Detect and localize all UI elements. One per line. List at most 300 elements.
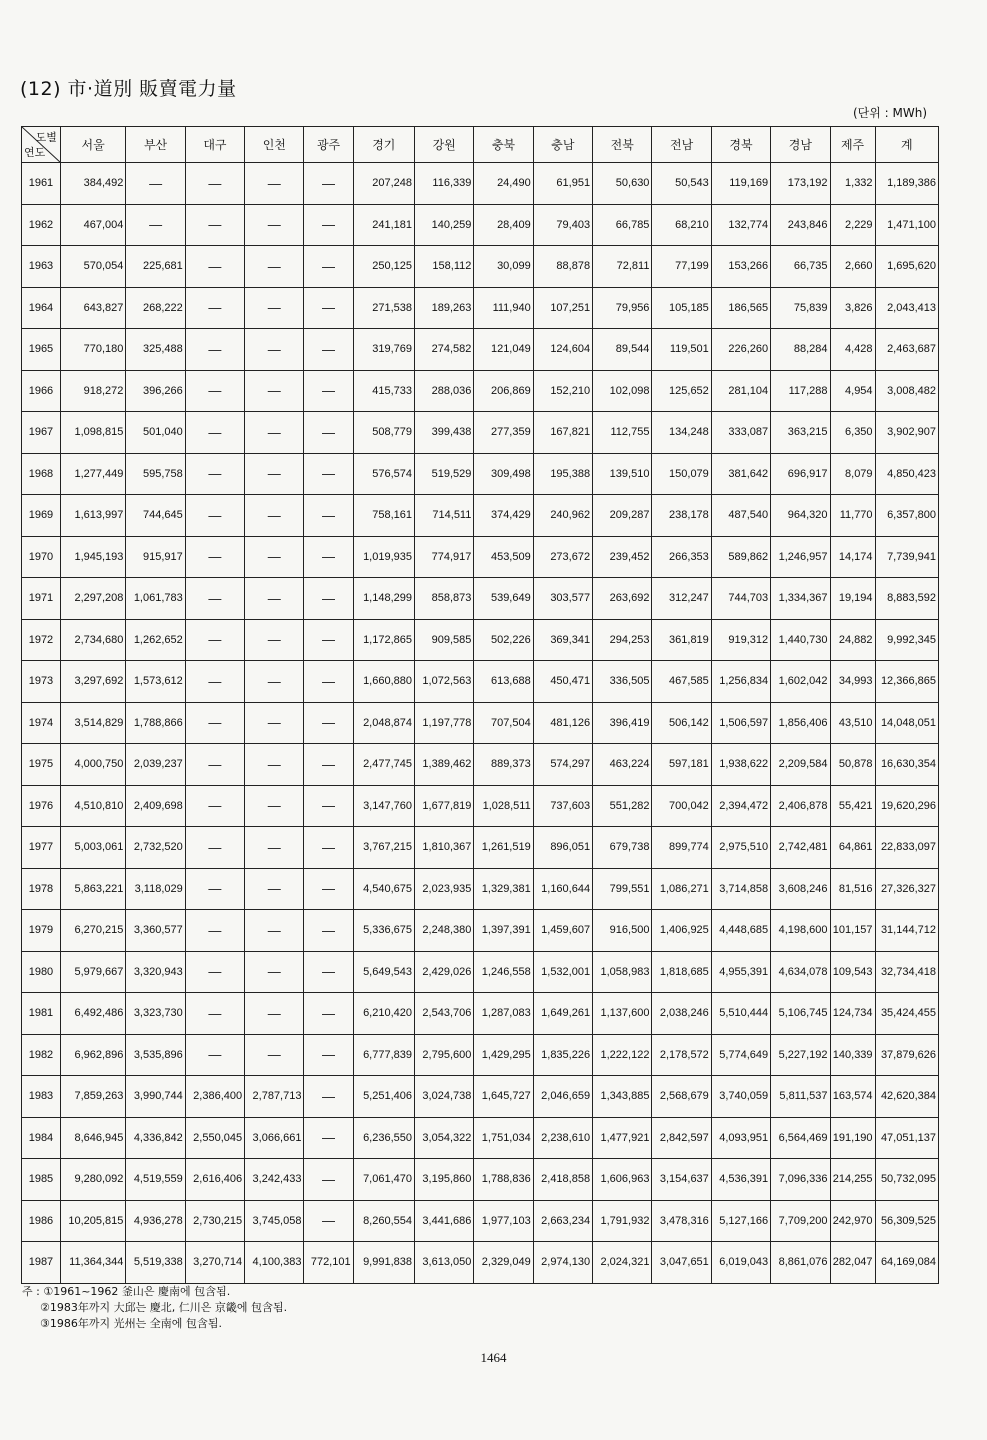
- table-cell: 68,210: [652, 204, 711, 246]
- table-cell: 209,287: [593, 495, 652, 537]
- column-header: 충남: [533, 127, 592, 163]
- power-sales-table: [21, 126, 939, 1284]
- table-cell: 24,882: [830, 619, 875, 661]
- table-cell: 374,429: [474, 495, 533, 537]
- table-cell: 2,742,481: [771, 827, 830, 869]
- table-row: [22, 1159, 939, 1201]
- table-cell: —: [185, 453, 244, 495]
- table-cell: 4,954: [830, 370, 875, 412]
- table-cell: 2,024,321: [593, 1242, 652, 1284]
- year-cell: 1978: [22, 868, 61, 910]
- table-row: [22, 1034, 939, 1076]
- table-cell: 206,869: [474, 370, 533, 412]
- table-cell: 7,859,263: [60, 1076, 126, 1118]
- table-cell: 5,336,675: [353, 910, 414, 952]
- table-cell: 2,394,472: [711, 785, 770, 827]
- table-cell: 1,645,727: [474, 1076, 533, 1118]
- table-cell: 9,992,345: [875, 619, 938, 661]
- table-cell: 2,463,687: [875, 329, 938, 371]
- column-header: 제주: [830, 127, 875, 163]
- table-cell: 225,681: [126, 246, 185, 288]
- table-cell: 1,397,391: [474, 910, 533, 952]
- table-cell: 1,197,778: [415, 702, 474, 744]
- table-cell: 14,174: [830, 536, 875, 578]
- year-cell: 1963: [22, 246, 61, 288]
- table-cell: 281,104: [711, 370, 770, 412]
- table-cell: 4,536,391: [711, 1159, 770, 1201]
- table-cell: —: [245, 661, 304, 703]
- table-cell: 1,532,001: [533, 951, 592, 993]
- table-cell: 134,248: [652, 412, 711, 454]
- table-cell: 772,101: [304, 1242, 353, 1284]
- table-cell: 1,602,042: [771, 661, 830, 703]
- table-cell: 1,573,612: [126, 661, 185, 703]
- table-cell: 72,811: [593, 246, 652, 288]
- table-cell: 3,147,760: [353, 785, 414, 827]
- table-cell: 2,023,935: [415, 868, 474, 910]
- table-cell: 502,226: [474, 619, 533, 661]
- table-cell: 79,403: [533, 204, 592, 246]
- table-cell: 8,260,554: [353, 1200, 414, 1242]
- table-cell: 1,613,997: [60, 495, 126, 537]
- table-cell: 1,343,885: [593, 1076, 652, 1118]
- table-cell: —: [304, 785, 353, 827]
- table-cell: —: [185, 661, 244, 703]
- table-cell: 3,826: [830, 287, 875, 329]
- table-cell: 758,161: [353, 495, 414, 537]
- table-cell: 263,692: [593, 578, 652, 620]
- table-cell: 1,262,652: [126, 619, 185, 661]
- table-cell: 3,714,858: [711, 868, 770, 910]
- table-cell: 574,297: [533, 744, 592, 786]
- table-cell: —: [185, 163, 244, 205]
- table-cell: 88,284: [771, 329, 830, 371]
- table-cell: —: [185, 868, 244, 910]
- table-cell: 1,440,730: [771, 619, 830, 661]
- table-row: [22, 868, 939, 910]
- table-cell: —: [185, 619, 244, 661]
- table-cell: 1,938,622: [711, 744, 770, 786]
- table-cell: 707,504: [474, 702, 533, 744]
- table-cell: —: [304, 993, 353, 1035]
- table-cell: 2,787,713: [245, 1076, 304, 1118]
- corner-top-label: 도별: [35, 132, 57, 144]
- column-header: 부산: [126, 127, 185, 163]
- table-cell: 2,660: [830, 246, 875, 288]
- footnote-1-line: [22, 1284, 287, 1300]
- table-cell: 241,181: [353, 204, 414, 246]
- table-cell: 32,734,418: [875, 951, 938, 993]
- table-cell: 266,353: [652, 536, 711, 578]
- table-cell: 1,649,261: [533, 993, 592, 1035]
- table-cell: 6,350: [830, 412, 875, 454]
- table-cell: 124,734: [830, 993, 875, 1035]
- table-cell: 22,833,097: [875, 827, 938, 869]
- year-cell: 1962: [22, 204, 61, 246]
- year-cell: 1966: [22, 370, 61, 412]
- table-cell: 467,004: [60, 204, 126, 246]
- table-cell: —: [304, 868, 353, 910]
- table-cell: 163,574: [830, 1076, 875, 1118]
- table-cell: 140,259: [415, 204, 474, 246]
- table-cell: 250,125: [353, 246, 414, 288]
- table-cell: 4,428: [830, 329, 875, 371]
- table-cell: 1,246,558: [474, 951, 533, 993]
- table-cell: 1,332: [830, 163, 875, 205]
- table-cell: 34,993: [830, 661, 875, 703]
- table-row: [22, 785, 939, 827]
- table-cell: 3,360,577: [126, 910, 185, 952]
- table-cell: 4,198,600: [771, 910, 830, 952]
- table-row: [22, 1117, 939, 1159]
- table-cell: 1,019,935: [353, 536, 414, 578]
- table-cell: 2,568,679: [652, 1076, 711, 1118]
- table-row: [22, 246, 939, 288]
- table-cell: 28,409: [474, 204, 533, 246]
- year-cell: 1970: [22, 536, 61, 578]
- table-row: [22, 329, 939, 371]
- table-cell: 50,543: [652, 163, 711, 205]
- table-cell: 2,297,208: [60, 578, 126, 620]
- table-cell: 1,818,685: [652, 951, 711, 993]
- table-cell: 2,429,026: [415, 951, 474, 993]
- table-cell: 1,287,083: [474, 993, 533, 1035]
- table-cell: —: [245, 827, 304, 869]
- table-cell: 3,242,433: [245, 1159, 304, 1201]
- table-cell: 61,951: [533, 163, 592, 205]
- table-cell: 7,739,941: [875, 536, 938, 578]
- table-cell: 508,779: [353, 412, 414, 454]
- table-cell: 1,677,819: [415, 785, 474, 827]
- table-cell: —: [304, 910, 353, 952]
- page-title: (12) 市·道別 販賣電力量: [20, 78, 237, 100]
- table-cell: 117,288: [771, 370, 830, 412]
- table-cell: —: [245, 744, 304, 786]
- table-cell: 1,334,367: [771, 578, 830, 620]
- table-cell: 1,606,963: [593, 1159, 652, 1201]
- table-cell: 243,846: [771, 204, 830, 246]
- table-row: [22, 578, 939, 620]
- table-cell: —: [304, 204, 353, 246]
- table-cell: —: [245, 163, 304, 205]
- table-cell: —: [245, 1034, 304, 1076]
- table-cell: 158,112: [415, 246, 474, 288]
- table-cell: 3,990,744: [126, 1076, 185, 1118]
- table-cell: 5,979,667: [60, 951, 126, 993]
- table-cell: —: [304, 827, 353, 869]
- table-cell: 7,709,200: [771, 1200, 830, 1242]
- table-cell: 3,320,943: [126, 951, 185, 993]
- table-cell: 7,061,470: [353, 1159, 414, 1201]
- table-cell: —: [245, 453, 304, 495]
- table-cell: 75,839: [771, 287, 830, 329]
- table-cell: 3,745,058: [245, 1200, 304, 1242]
- table-cell: —: [304, 495, 353, 537]
- table-cell: 4,510,810: [60, 785, 126, 827]
- table-cell: —: [304, 744, 353, 786]
- table-cell: 3,613,050: [415, 1242, 474, 1284]
- table-cell: —: [185, 204, 244, 246]
- table-cell: 1,810,367: [415, 827, 474, 869]
- table-cell: 2,229: [830, 204, 875, 246]
- year-cell: 1972: [22, 619, 61, 661]
- table-cell: 4,100,383: [245, 1242, 304, 1284]
- table-cell: 31,144,712: [875, 910, 938, 952]
- table-cell: —: [304, 1076, 353, 1118]
- table-cell: 6,019,043: [711, 1242, 770, 1284]
- table-cell: 3,118,029: [126, 868, 185, 910]
- table-cell: 271,538: [353, 287, 414, 329]
- table-cell: 312,247: [652, 578, 711, 620]
- table-cell: 19,194: [830, 578, 875, 620]
- table-cell: 274,582: [415, 329, 474, 371]
- table-cell: 294,253: [593, 619, 652, 661]
- table-cell: 363,215: [771, 412, 830, 454]
- table-cell: 2,795,600: [415, 1034, 474, 1076]
- table-cell: —: [304, 1034, 353, 1076]
- table-cell: —: [185, 412, 244, 454]
- column-header: 경남: [771, 127, 830, 163]
- table-cell: 384,492: [60, 163, 126, 205]
- table-cell: 10,205,815: [60, 1200, 126, 1242]
- table-cell: —: [185, 287, 244, 329]
- table-cell: 1,277,449: [60, 453, 126, 495]
- table-cell: 1,835,226: [533, 1034, 592, 1076]
- table-cell: 2,734,680: [60, 619, 126, 661]
- table-cell: —: [185, 744, 244, 786]
- table-cell: 238,178: [652, 495, 711, 537]
- table-row: [22, 661, 939, 703]
- table-cell: —: [185, 827, 244, 869]
- table-cell: 597,181: [652, 744, 711, 786]
- table-cell: 3,047,651: [652, 1242, 711, 1284]
- footnote-3: ③1986年까지 光州는 全南에 包含됨.: [40, 1317, 222, 1330]
- table-cell: 2,046,659: [533, 1076, 592, 1118]
- table-cell: 8,646,945: [60, 1117, 126, 1159]
- table-cell: 325,488: [126, 329, 185, 371]
- table-cell: —: [304, 1200, 353, 1242]
- table-cell: —: [304, 536, 353, 578]
- table-cell: 1,256,834: [711, 661, 770, 703]
- table-cell: 5,251,406: [353, 1076, 414, 1118]
- table-cell: 2,732,520: [126, 827, 185, 869]
- table-cell: 1,856,406: [771, 702, 830, 744]
- table-cell: 770,180: [60, 329, 126, 371]
- table-cell: —: [185, 1034, 244, 1076]
- table-cell: —: [126, 204, 185, 246]
- table-cell: 6,777,839: [353, 1034, 414, 1076]
- table-cell: 8,079: [830, 453, 875, 495]
- table-cell: 2,477,745: [353, 744, 414, 786]
- table-cell: 551,282: [593, 785, 652, 827]
- table-cell: 101,157: [830, 910, 875, 952]
- column-header: 대구: [185, 127, 244, 163]
- table-cell: 4,936,278: [126, 1200, 185, 1242]
- table-cell: 5,774,649: [711, 1034, 770, 1076]
- table-cell: 1,945,193: [60, 536, 126, 578]
- table-cell: 896,051: [533, 827, 592, 869]
- table-cell: 415,733: [353, 370, 414, 412]
- table-cell: 2,418,858: [533, 1159, 592, 1201]
- table-cell: 66,785: [593, 204, 652, 246]
- table-cell: 1,788,836: [474, 1159, 533, 1201]
- table-row: [22, 1076, 939, 1118]
- table-cell: —: [304, 163, 353, 205]
- table-row: [22, 951, 939, 993]
- table-cell: 4,540,675: [353, 868, 414, 910]
- table-cell: 189,263: [415, 287, 474, 329]
- table-cell: 140,339: [830, 1034, 875, 1076]
- table-cell: —: [185, 702, 244, 744]
- table-cell: —: [185, 495, 244, 537]
- table-cell: 5,510,444: [711, 993, 770, 1035]
- table-cell: —: [185, 329, 244, 371]
- table-cell: —: [304, 453, 353, 495]
- column-header: 서울: [60, 127, 126, 163]
- table-cell: —: [245, 578, 304, 620]
- table-cell: 333,087: [711, 412, 770, 454]
- table-cell: 66,735: [771, 246, 830, 288]
- table-cell: 1,389,462: [415, 744, 474, 786]
- table-cell: 2,663,234: [533, 1200, 592, 1242]
- table-cell: 909,585: [415, 619, 474, 661]
- table-cell: 186,565: [711, 287, 770, 329]
- table-cell: 2,543,706: [415, 993, 474, 1035]
- table-cell: 2,038,246: [652, 993, 711, 1035]
- table-cell: —: [245, 993, 304, 1035]
- table-cell: 5,106,745: [771, 993, 830, 1035]
- table-row: [22, 1200, 939, 1242]
- column-header: 강원: [415, 127, 474, 163]
- table-cell: 916,500: [593, 910, 652, 952]
- table-cell: 107,251: [533, 287, 592, 329]
- year-cell: 1965: [22, 329, 61, 371]
- table-cell: 3,441,686: [415, 1200, 474, 1242]
- table-cell: 487,540: [711, 495, 770, 537]
- table-cell: —: [245, 412, 304, 454]
- table-cell: 501,040: [126, 412, 185, 454]
- table-cell: —: [245, 495, 304, 537]
- table-row: [22, 204, 939, 246]
- table-cell: 167,821: [533, 412, 592, 454]
- table-cell: 3,767,215: [353, 827, 414, 869]
- footnotes: [22, 1284, 287, 1332]
- table-cell: 4,093,951: [711, 1117, 770, 1159]
- table-cell: 1,406,925: [652, 910, 711, 952]
- table-cell: 1,429,295: [474, 1034, 533, 1076]
- table-cell: 1,086,271: [652, 868, 711, 910]
- table-row: [22, 412, 939, 454]
- table-cell: 453,509: [474, 536, 533, 578]
- table-cell: —: [304, 412, 353, 454]
- table-cell: 1,061,783: [126, 578, 185, 620]
- table-cell: —: [304, 1117, 353, 1159]
- column-header: 전남: [652, 127, 711, 163]
- table-cell: 64,861: [830, 827, 875, 869]
- table-cell: 889,373: [474, 744, 533, 786]
- table-cell: 1,172,865: [353, 619, 414, 661]
- table-cell: 112,755: [593, 412, 652, 454]
- table-cell: 1,660,880: [353, 661, 414, 703]
- year-cell: 1973: [22, 661, 61, 703]
- table-cell: 14,048,051: [875, 702, 938, 744]
- table-cell: 744,703: [711, 578, 770, 620]
- table-row: [22, 163, 939, 205]
- table-cell: 9,280,092: [60, 1159, 126, 1201]
- table-cell: 396,266: [126, 370, 185, 412]
- table-cell: —: [304, 370, 353, 412]
- table-cell: 1,072,563: [415, 661, 474, 703]
- table-cell: 4,955,391: [711, 951, 770, 993]
- table-cell: —: [304, 702, 353, 744]
- table-cell: —: [304, 246, 353, 288]
- table-cell: —: [126, 163, 185, 205]
- year-cell: 1964: [22, 287, 61, 329]
- table-cell: 1,977,103: [474, 1200, 533, 1242]
- table-cell: 3,323,730: [126, 993, 185, 1035]
- notes-label: 주 :: [22, 1285, 40, 1298]
- table-cell: 1,148,299: [353, 578, 414, 620]
- column-header: 경북: [711, 127, 770, 163]
- table-cell: 153,266: [711, 246, 770, 288]
- table-cell: 4,850,423: [875, 453, 938, 495]
- table-cell: 239,452: [593, 536, 652, 578]
- table-cell: 37,879,626: [875, 1034, 938, 1076]
- table-cell: 396,419: [593, 702, 652, 744]
- table-cell: 1,329,381: [474, 868, 533, 910]
- year-cell: 1961: [22, 163, 61, 205]
- column-header: 인천: [245, 127, 304, 163]
- table-cell: 56,309,525: [875, 1200, 938, 1242]
- table-cell: 2,616,406: [185, 1159, 244, 1201]
- table-cell: 277,359: [474, 412, 533, 454]
- table-cell: 4,000,750: [60, 744, 126, 786]
- table-cell: 24,490: [474, 163, 533, 205]
- table-cell: 744,645: [126, 495, 185, 537]
- table-cell: 88,878: [533, 246, 592, 288]
- table-cell: 3,902,907: [875, 412, 938, 454]
- table-cell: 915,917: [126, 536, 185, 578]
- year-cell: 1983: [22, 1076, 61, 1118]
- table-cell: 696,917: [771, 453, 830, 495]
- table-cell: —: [245, 329, 304, 371]
- year-cell: 1981: [22, 993, 61, 1035]
- table-cell: 3,514,829: [60, 702, 126, 744]
- table-cell: 191,190: [830, 1117, 875, 1159]
- table-row: [22, 910, 939, 952]
- table-cell: —: [185, 910, 244, 952]
- table-cell: 2,039,237: [126, 744, 185, 786]
- table-cell: 303,577: [533, 578, 592, 620]
- table-cell: 12,366,865: [875, 661, 938, 703]
- table-cell: 50,630: [593, 163, 652, 205]
- table-cell: 737,603: [533, 785, 592, 827]
- table-cell: 2,406,878: [771, 785, 830, 827]
- year-cell: 1976: [22, 785, 61, 827]
- table-cell: 2,329,049: [474, 1242, 533, 1284]
- table-row: [22, 827, 939, 869]
- table-cell: 55,421: [830, 785, 875, 827]
- table-cell: 2,550,045: [185, 1117, 244, 1159]
- table-cell: 273,672: [533, 536, 592, 578]
- table-cell: 2,048,874: [353, 702, 414, 744]
- table-cell: 1,189,386: [875, 163, 938, 205]
- table-cell: 589,862: [711, 536, 770, 578]
- table-cell: —: [245, 702, 304, 744]
- table-row: [22, 993, 939, 1035]
- year-cell: 1987: [22, 1242, 61, 1284]
- table-cell: 774,917: [415, 536, 474, 578]
